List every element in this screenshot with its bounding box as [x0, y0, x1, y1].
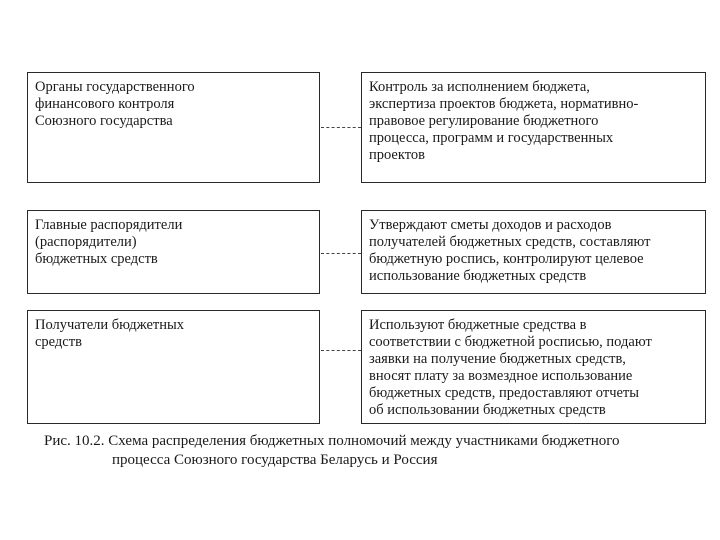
recipients-powers-line-1: Используют бюджетные средства в	[369, 317, 587, 333]
control-bodies-box	[27, 72, 320, 183]
recipients-powers-line-5: бюджетных средств, предоставляют отчеты	[369, 385, 639, 401]
recipients-box	[27, 310, 320, 424]
chief-managers-line-1: Главные распорядители	[35, 217, 183, 233]
recipients-powers-line-2: соответствии с бюджетной росписью, подают	[369, 334, 652, 350]
connector-row-1	[321, 127, 361, 128]
control-powers-line-2: экспертиза проектов бюджета, нормативно-	[369, 96, 639, 112]
control-powers-line-3: правовое регулирование бюджетного	[369, 113, 599, 129]
connector-row-2	[321, 253, 361, 254]
control-powers-line-5: проектов	[369, 147, 425, 163]
chief-managers-powers-line-3: бюджетную роспись, контролируют целевое	[369, 251, 644, 267]
control-powers-box	[361, 72, 706, 183]
recipients-line-1: Получатели бюджетных	[35, 317, 184, 333]
recipients-powers-line-4: вносят плату за возмездное использование	[369, 368, 633, 384]
chief-managers-powers-line-2: получателей бюджетных средств, составляют	[369, 234, 651, 250]
recipients-powers-box	[361, 310, 706, 424]
chief-managers-powers-line-4: использование бюджетных средств	[369, 268, 587, 284]
connector-row-3	[321, 350, 361, 351]
recipients-powers-line-3: заявки на получение бюджетных средств,	[369, 351, 626, 367]
control-powers-line-4: процесса, программ и государственных	[369, 130, 614, 146]
recipients-powers-line-6: об использовании бюджетных средств	[369, 402, 606, 418]
chief-managers-line-3: бюджетных средств	[35, 251, 158, 267]
chief-managers-powers-box	[361, 210, 706, 294]
figure-caption	[44, 432, 714, 470]
recipients-line-2: средств	[35, 334, 82, 350]
control-bodies-line-2: финансового контроля	[35, 96, 175, 112]
caption-line-1: Рис. 10.2. Схема распределения бюджетных полномочий между участниками бюджетного	[44, 433, 620, 449]
control-bodies-line-1: Органы государственного	[35, 79, 195, 95]
caption-line-2: процесса Союзного государства Беларусь и Россия	[112, 452, 438, 468]
chief-managers-box	[27, 210, 320, 294]
control-powers-line-1: Контроль за исполнением бюджета,	[369, 79, 590, 95]
chief-managers-line-2: (распорядители)	[35, 234, 137, 250]
chief-managers-powers-line-1: Утверждают сметы доходов и расходов	[369, 217, 612, 233]
control-bodies-line-3: Союзного государства	[35, 113, 173, 129]
